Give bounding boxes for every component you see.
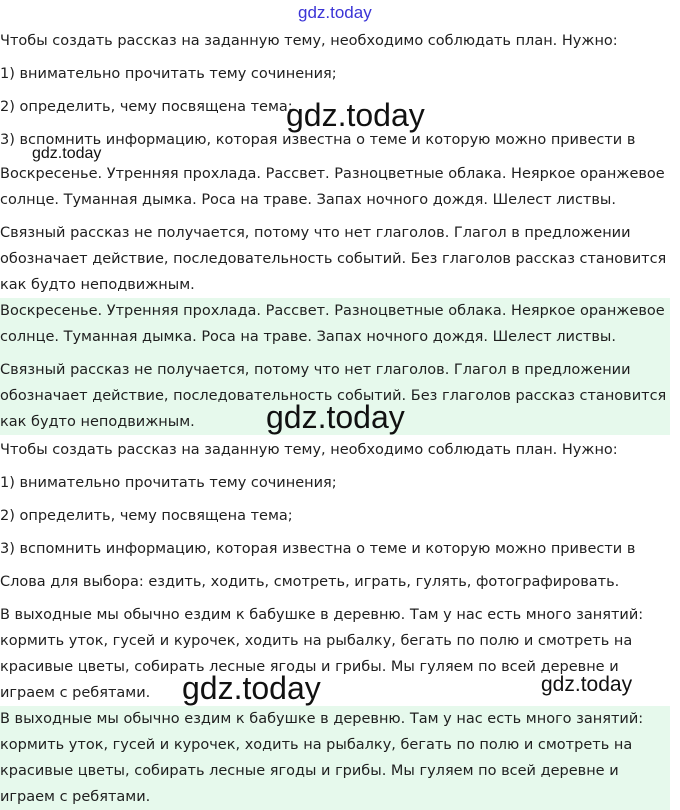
answer-explanation: Связный рассказ не получается, потому что нет глаголов. Глагол в предложении обозначает действие, последовательность событий. Без глаголов рассказ становится как будто неподвижным. <box>0 362 667 430</box>
plan-step-3-2: 3) вспомнить информацию, которая известна о теме и которую можно привести в <box>0 541 636 557</box>
word-choice: Слова для выбора: ездить, ходить, смотреть, играть, гулять, фотографировать. <box>0 574 620 590</box>
sample-text: Воскресенье. Утренняя прохлада. Рассвет. Разноцветные облака. Неяркое оранжевое солнце. Туманная дымка. Роса на траве. Запах ночного дождя. Шелест листвы. <box>0 166 665 208</box>
story-text: В выходные мы обычно ездим к бабушке в деревню. Там у нас есть много занятий: кормить уток, гусей и курочек, ходить на рыбалку, бегать по полю и смотреть на красивые цветы, собирать лесные ягоды и грибы. Мы гуляем по всей деревне и играем с ребятами. <box>0 607 644 701</box>
sample-explanation: Связный рассказ не получается, потому что нет глаголов. Глагол в предложении обозначает действие, последовательность событий. Без глаголов рассказ становится как будто неподвижным. <box>0 225 667 293</box>
watermark-small-2: gdz.today <box>541 673 633 696</box>
plan-intro: Чтобы создать рассказ на заданную тему, необходимо соблюдать план. Нужно: <box>0 33 618 49</box>
plan-step-2: 2) определить, чему посвящена тема; <box>0 99 293 115</box>
plan-step-2-2: 2) определить, чему посвящена тема; <box>0 508 293 524</box>
watermark-large-2: gdz.today <box>266 399 405 435</box>
plan-step-1-2: 1) внимательно прочитать тему сочинения; <box>0 475 337 491</box>
plan-intro-2: Чтобы создать рассказ на заданную тему, необходимо соблюдать план. Нужно: <box>0 442 618 458</box>
answer-block-2 <box>0 706 670 810</box>
watermark-top: gdz.today <box>298 3 372 22</box>
task-block-2 <box>0 435 670 706</box>
watermark-large-3: gdz.today <box>182 670 321 706</box>
watermark-large-1: gdz.today <box>286 97 425 133</box>
plan-step-1: 1) внимательно прочитать тему сочинения; <box>0 66 337 82</box>
answer-text: Воскресенье. Утренняя прохлада. Рассвет. Разноцветные облака. Неяркое оранжевое солнце. Туманная дымка. Роса на траве. Запах ночного дождя. Шелест листвы. <box>0 303 665 345</box>
answer-story: В выходные мы обычно ездим к бабушке в деревню. Там у нас есть много занятий: кормить уток, гусей и курочек, ходить на рыбалку, бегать по полю и смотреть на красивые цветы, собирать лесные ягоды и грибы. Мы гуляем по всей деревне и играем с ребятами. <box>0 711 644 805</box>
plan-step-3: 3) вспомнить информацию, которая известна о теме и которую можно привести в <box>0 132 636 148</box>
watermark-small-1: gdz.today <box>32 145 102 162</box>
